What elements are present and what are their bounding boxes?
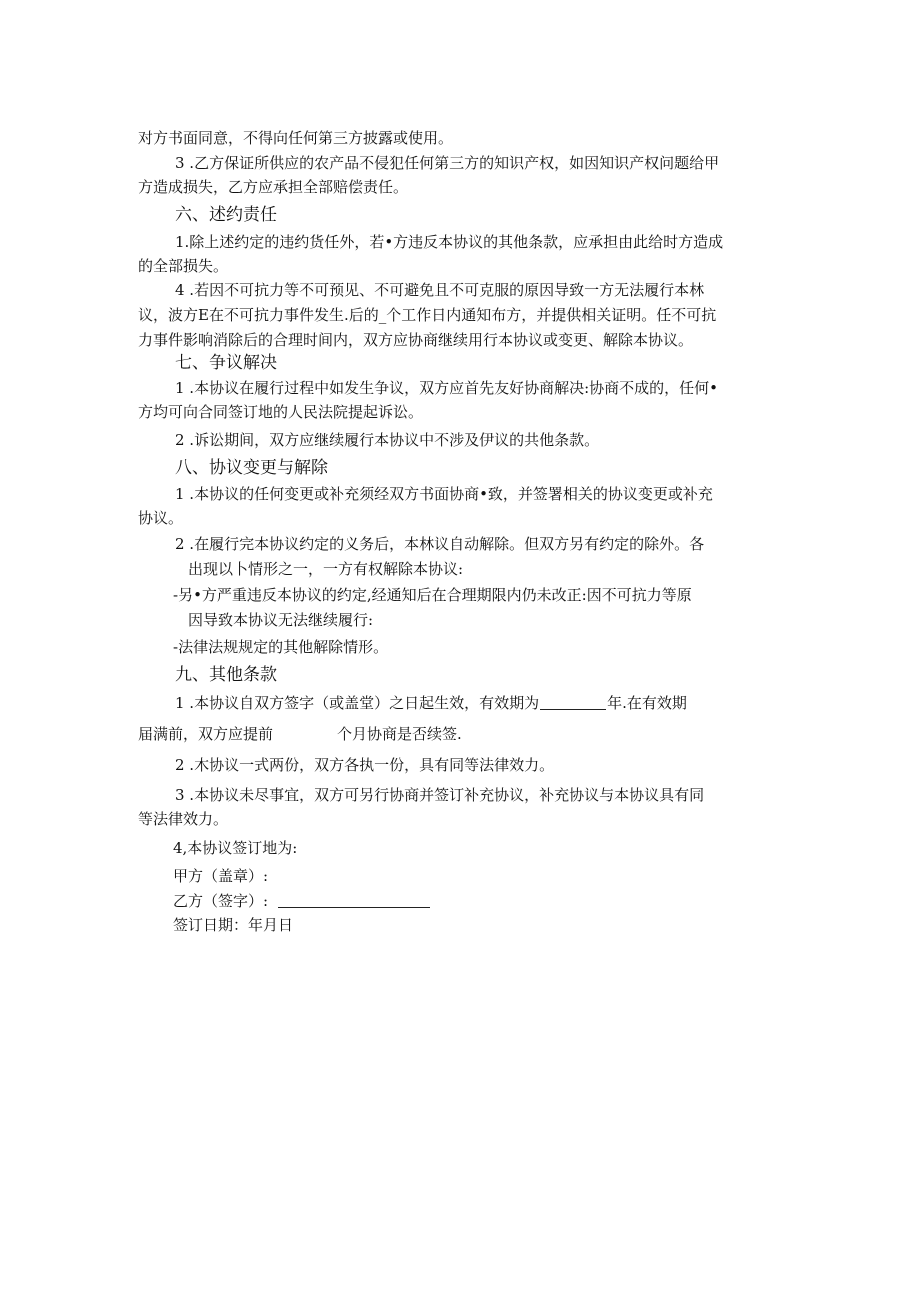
paragraph-line	[138, 724, 462, 744]
paragraph-line: 2 .诉讼期间，双方应继续履行本协议中不涉及伊议的共他条款。	[175, 431, 600, 449]
paragraph-line: -法律法规规定的其他解除情形。	[173, 638, 389, 656]
signing-date-line: 签订日期：年月日	[173, 916, 294, 934]
paragraph-line: 议，波方E在不可抗力事件发生.后的_个工作日内通知布方，并提供相关证明。任不可抗	[138, 306, 717, 324]
paragraph-line: 1 .本协议的任何变更或补充须经双方书面协商•致，并签署相关的协议变更或补充	[175, 485, 713, 503]
section-heading: 七、争议解决	[175, 353, 277, 373]
paragraph-line: 1.除上述约定的违约货任外，若•方违反本协议的其他条款，应承担由此给时方造成	[175, 233, 724, 251]
line-text: 个月协商是否续签.	[337, 725, 462, 743]
paragraph-line: 4,本协议签订地为:	[173, 839, 298, 857]
paragraph-line: 4 .若因不可抗力等不可预见、不可避免且不可克服的原因导致一方无法履行本林	[175, 281, 705, 299]
paragraph-line: 3 .本协议未尽事宜，双方可另行协商并签订补充协议，补充协议与本协议具有同	[175, 786, 705, 804]
line-text: 1 .本协议自双方签字（或盖堂）之日起生效，有效期为	[175, 694, 540, 712]
paragraph-line: 2 .在履行完本协议约定的义务后，本林议自动解除。但双方另有约定的除外。各	[175, 535, 705, 553]
paragraph-line: 2 .木协议一式两份，双方各执一份，具有同等法律效力。	[175, 756, 555, 774]
section-heading: 九、其他条款	[175, 665, 277, 685]
line-text: 乙方（签字）:	[173, 892, 269, 910]
signature-line-party-a: 甲方（盖章）:	[173, 867, 269, 885]
section-heading: 六、述约责任	[175, 205, 277, 225]
paragraph-line: 1 .本协议在履行过程中如发生争议，双方应首先友好协商解决:协商不成的，任何•	[175, 379, 718, 397]
paragraph-line: 力事件影响消除后的合理时间内，双方应协商继续用行本协议或变更、解除本协议。	[138, 331, 694, 349]
line-text: 届满前，双方应提前	[138, 725, 274, 743]
fill-in-blank[interactable]	[540, 695, 606, 710]
paragraph-line: -另•方严重违反本协议的约定,经通知后在合理期限内仍未改正:因不可抗力等原	[173, 586, 692, 604]
paragraph-line: 方均可向合同签订地的人民法院提起诉讼。	[138, 403, 424, 421]
paragraph-line: 3 .乙方保证所供应的农产品不侵犯任何第三方的知识产权，如因知识产权问题给甲	[175, 154, 720, 172]
line-text: 年.在有效期	[607, 694, 687, 712]
paragraph-line: 等法律效力。	[138, 810, 229, 828]
paragraph-line	[175, 693, 687, 713]
signature-line-party-b	[173, 891, 430, 911]
signature-blank[interactable]	[278, 893, 430, 908]
paragraph-line: 方造成损失，乙方应承担全部赔偿责任。	[138, 178, 409, 196]
paragraph-line: 协议。	[138, 509, 184, 527]
paragraph-line: 出现以卜情形之一，一方有权解除本协议:	[188, 560, 464, 578]
section-heading: 八、协议变更与解除	[175, 458, 328, 478]
paragraph-line: 的全部损失。	[138, 257, 229, 275]
paragraph-line: 因导致本协议无法继续履行:	[188, 611, 374, 629]
paragraph-line: 对方书面同意，不得向任何第三方披露或使用。	[138, 129, 454, 147]
